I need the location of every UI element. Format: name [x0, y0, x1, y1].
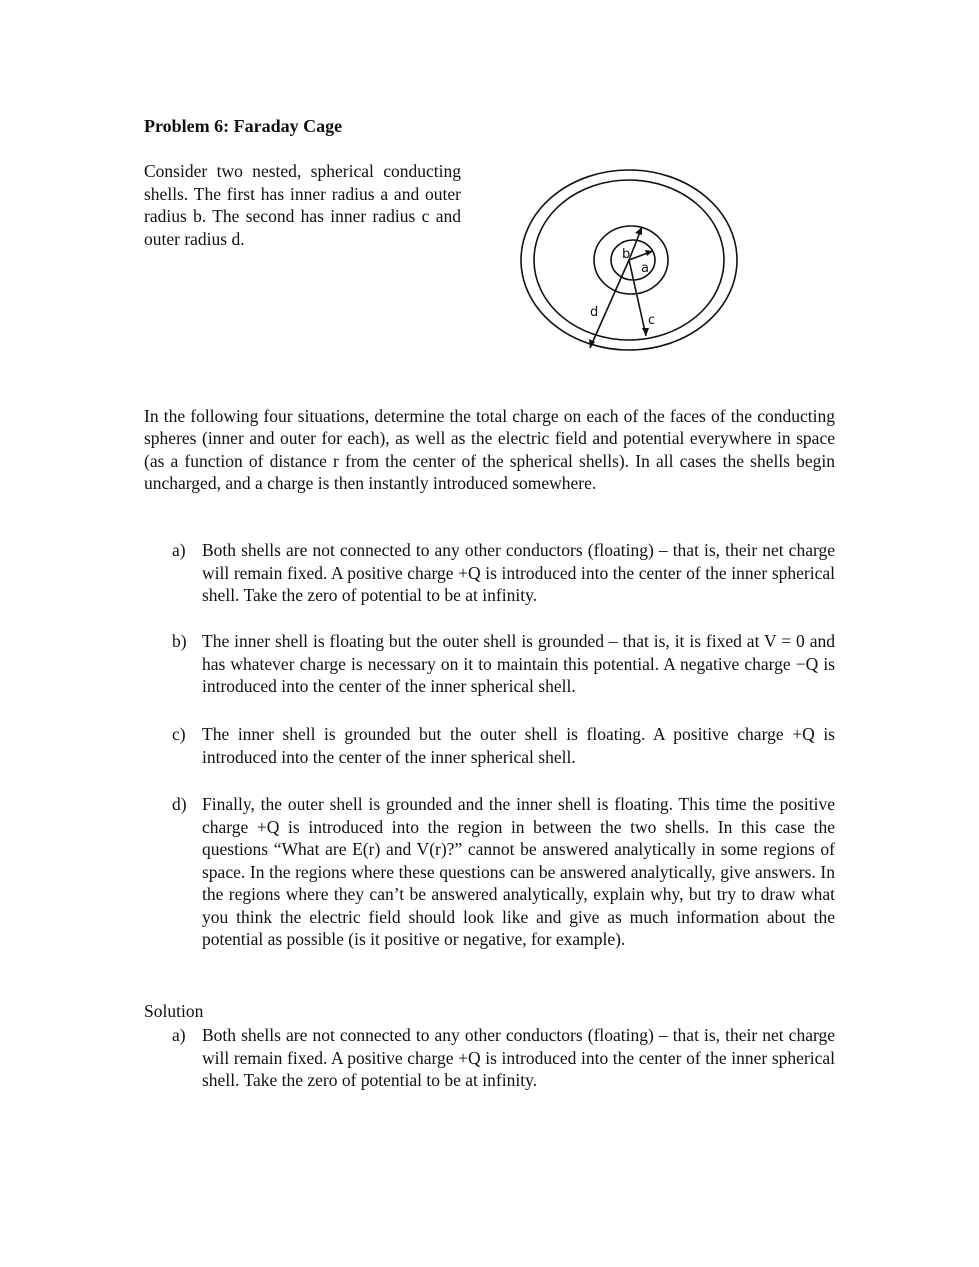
arrowhead-c	[642, 328, 649, 336]
solution-heading: Solution	[144, 1001, 204, 1021]
part-c-text: The inner shell is grounded but the outer shell is floating. A positive charge +Q is introduced into the center of the inner spherical shell.	[202, 724, 835, 767]
figure-label-d: d	[590, 305, 599, 320]
part-a-letter: a)	[172, 540, 186, 560]
part-b	[172, 630, 835, 698]
problem-description: In the following four situations, determine the total charge on each of the faces of the conducting spheres (inner and outer for each), as well as the electric field and potential everywhere in space (as a function of distance r from the center of the spherical shells). In all cases the shells begin uncharged, and a charge is then instantly introduced somewhere.	[144, 406, 835, 493]
part-c	[172, 723, 835, 768]
part-b-letter: b)	[172, 631, 187, 651]
part-c-letter: c)	[172, 724, 186, 744]
figure-label-c: c	[648, 313, 656, 328]
part-d	[172, 793, 835, 951]
part-d-text: Finally, the outer shell is grounded and the inner shell is floating. This time the positive charge +Q is introduced into the region in between the two shells. In this case the questions “What are E(r) and V(r)?” cannot be answered analytically in some regions of space. In the regions where these questions can be answered analytically, give answers. In the regions where they can’t be answered analytically, explain why, but try to draw what you think the electric field should look like and give as much information about the potential as possible (is it positive or negative, for example).	[202, 794, 835, 949]
figure-label-a: a	[641, 261, 649, 276]
part-a-text: Both shells are not connected to any other conductors (floating) – that is, their net charge will remain fixed. A positive charge +Q is introduced into the center of the inner spherical shell. Take the zero of potential to be at infinity.	[202, 540, 835, 605]
arrowhead-a	[645, 250, 653, 256]
part-b-text: The inner shell is floating but the outer shell is grounded – that is, it is fixed at V = 0 and has whatever charge is necessary on it to maintain this potential. A negative charge −Q is introduced into the center of the inner spherical shell.	[202, 631, 835, 696]
solution-part-a-letter: a)	[172, 1025, 186, 1045]
part-d-letter: d)	[172, 794, 187, 814]
problem-title: Problem 6: Faraday Cage	[144, 116, 343, 136]
problem-intro: Consider two nested, spherical conducting shells. The first has inner radius a and outer radius b. The second has inner radius c and outer radius d.	[144, 161, 461, 249]
solution-part-a-text: Both shells are not connected to any other conductors (floating) – that is, their net charge will remain fixed. A positive charge +Q is introduced into the center of the inner spherical shell. Take the zero of potential to be at infinity.	[202, 1025, 835, 1090]
figure-label-b: b	[622, 247, 631, 262]
arrowhead-b	[635, 227, 642, 235]
nested-shells-figure	[518, 160, 740, 360]
nested-shells-drawing	[518, 160, 740, 360]
radius-d-line	[590, 260, 629, 348]
part-a	[172, 539, 835, 607]
solution-part-a	[172, 1024, 835, 1092]
